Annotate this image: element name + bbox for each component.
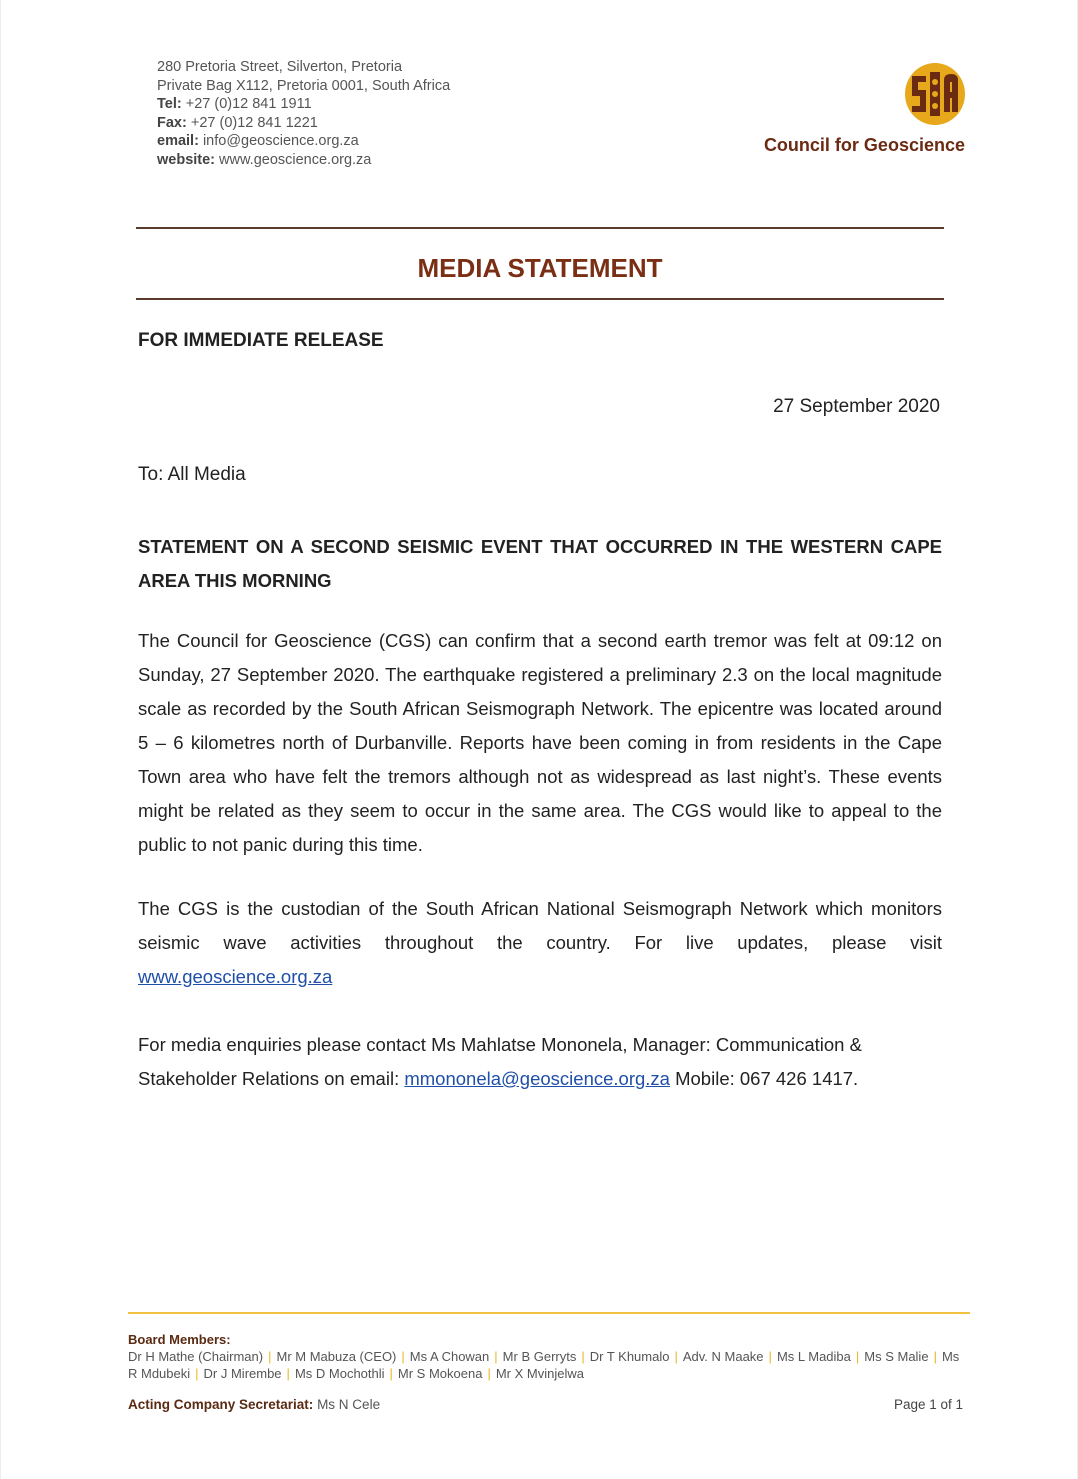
board-member: Mr M Mabuza (CEO): [276, 1349, 397, 1364]
fax-label: Fax:: [157, 114, 187, 131]
separator: |: [933, 1349, 937, 1364]
divider: [136, 227, 944, 229]
paragraph-text: The CGS is the custodian of the South African National Seismograph Network which monitors seismic wave activities throughout the country. For live updates, please visit: [138, 898, 942, 953]
separator: |: [286, 1366, 290, 1381]
separator: |: [768, 1349, 772, 1364]
separator: |: [487, 1366, 491, 1381]
board-member: Mr B Gerryts: [502, 1349, 577, 1364]
board-label: Board Members:: [128, 1332, 231, 1347]
page-title: MEDIA STATEMENT: [417, 253, 663, 283]
board-member: Mr X Mvinjelwa: [495, 1366, 584, 1381]
secretariat: [128, 1397, 380, 1412]
board-member: Dr J Mirembe: [203, 1366, 282, 1381]
secretariat-label: Acting Company Secretariat:: [128, 1397, 314, 1412]
divider: [136, 298, 944, 300]
board-member: Ms S Malie: [864, 1349, 929, 1364]
address-line: Private Bag X112, Pretoria 0001, South Africa: [157, 77, 451, 94]
separator: |: [674, 1349, 678, 1364]
email-link[interactable]: mmononela@geoscience.org.za: [404, 1068, 670, 1089]
secretariat-name: Ms N Cele: [317, 1397, 381, 1412]
email-label: email:: [157, 133, 199, 150]
recipient: To: All Media: [138, 464, 246, 485]
board-member: Ms L Madiba: [776, 1349, 851, 1364]
release-label: FOR IMMEDIATE RELEASE: [138, 330, 384, 351]
letterhead-address: [157, 58, 450, 170]
board-member: Mr S Mokoena: [397, 1366, 483, 1381]
separator: |: [401, 1349, 405, 1364]
board-member: Dr H Mathe (Chairman): [128, 1349, 264, 1364]
tel-label: Tel:: [157, 96, 182, 113]
separator: |: [389, 1366, 393, 1381]
paragraph-text: For media enquiries please contact Ms Mahlatse Mononela, Manager: Communication & Stakeholder Relations on email:: [138, 1034, 862, 1089]
paragraph-1: The Council for Geoscience (CGS) can confirm that a second earth tremor was felt at 09:12 on Sunday, 27 September 2020. The earthquake registered a preliminary 2.3 on the local magnitude scale as recorded by the South African Seismograph Network. The epicentre was located around 5 – 6 kilometres north of Durbanville. Reports have been coming in from residents in the Cape Town area who have felt the tremors although not as widespread as last night’s. These events might be related as they seem to occur in the same area. The CGS would like to appeal to the public to not panic during this time.: [138, 630, 942, 855]
website-link[interactable]: www.geoscience.org.za: [138, 966, 333, 987]
website-label: website:: [157, 151, 216, 168]
website: www.geoscience.org.za: [219, 151, 372, 168]
board-members: [128, 1331, 970, 1382]
paragraph-2: [138, 892, 942, 994]
board-member: Ms D Mochothli: [294, 1366, 385, 1381]
statement-heading: STATEMENT ON A SECOND SEISMIC EVENT THAT OCCURRED IN THE WESTERN CAPE AREA THIS MORNING: [138, 536, 942, 591]
separator: |: [855, 1349, 860, 1364]
tel: +27 (0)12 841 1911: [185, 96, 312, 113]
address-line: 280 Pretoria Street, Silverton, Pretoria: [157, 59, 403, 75]
footer-divider: [128, 1312, 970, 1314]
paragraph-3: [138, 1028, 942, 1096]
board-member: Dr T Khumalo: [589, 1349, 670, 1364]
org-name: Council for Geoscience: [763, 135, 965, 155]
date: 27 September 2020: [773, 396, 940, 417]
separator: |: [494, 1349, 498, 1364]
paragraph-text: Mobile: 067 426 1417.: [675, 1068, 859, 1089]
separator: |: [268, 1349, 272, 1364]
board-member: Ms R Mdubeki: [128, 1349, 960, 1381]
page-number: Page 1 of 1: [893, 1397, 963, 1412]
email: info@geoscience.org.za: [202, 133, 359, 150]
separator: |: [581, 1349, 585, 1364]
separator: |: [195, 1366, 199, 1381]
member-list: [128, 1348, 970, 1382]
cgs-logo-icon: [904, 62, 966, 126]
board-member: Ms A Chowan: [409, 1349, 490, 1364]
board-member: Adv. N Maake: [682, 1349, 764, 1364]
fax: +27 (0)12 841 1221: [190, 114, 318, 131]
